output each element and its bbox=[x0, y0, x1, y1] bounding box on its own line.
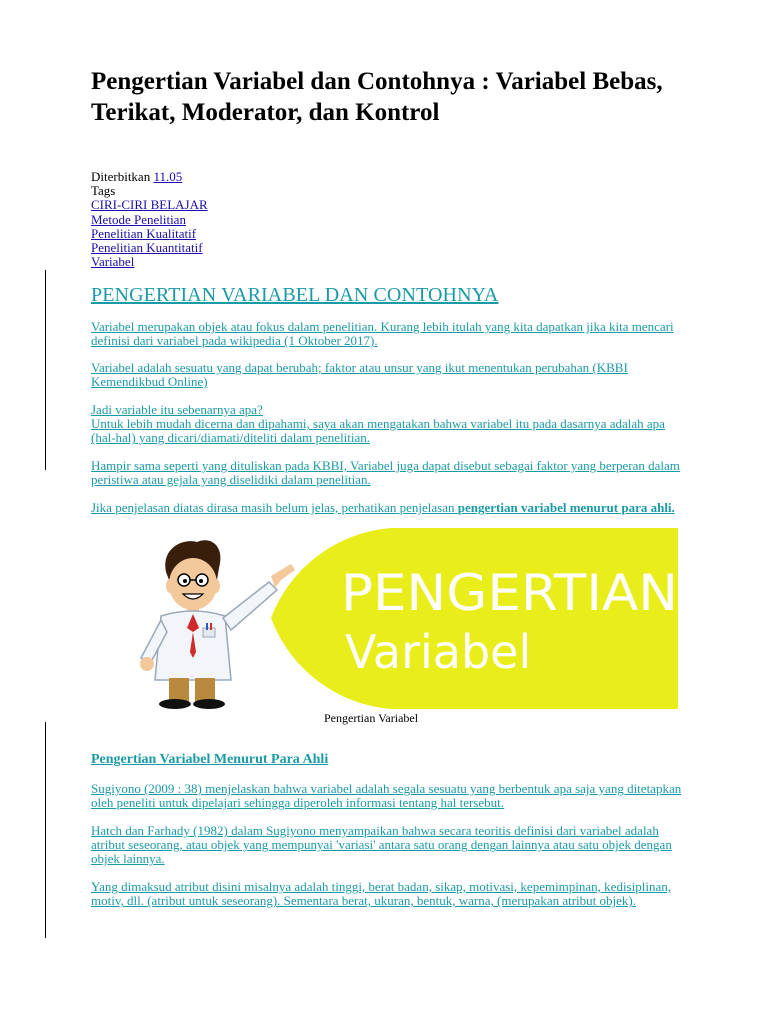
paragraph-1[interactable]: Variabel merupakan objek atau fokus dalam penelitian. Kurang lebih itulah yang kita dapatkan jika kita mencari definisi dari variabel pada wikipedia (1 Oktober 2017). bbox=[91, 319, 674, 349]
article-title: Pengertian Variabel dan Contohnya : Variabel Bebas, Terikat, Moderator, dan Kontrol bbox=[91, 68, 663, 126]
tag-link-metode-penelitian[interactable]: Metode Penelitian bbox=[91, 211, 186, 227]
tag-link-ciri-ciri-belajar[interactable]: CIRI-CIRI BELAJAR bbox=[91, 197, 208, 213]
paragraph-4[interactable]: Hampir sama seperti yang dituliskan pada KBBI, Variabel juga dapat disebut sebagai faktor yang berperan dalam peristiwa atau gejala yang diselidiki dalam penelitian. bbox=[91, 458, 680, 488]
banner-text-line-1: PENGERTIAN bbox=[341, 564, 678, 622]
tags-label: Tags bbox=[91, 183, 116, 199]
left-margin-rule-bottom bbox=[45, 722, 46, 938]
left-margin-rule-top bbox=[45, 270, 46, 470]
subheading-para-ahli[interactable]: Pengertian Variabel Menurut Para Ahli bbox=[91, 752, 329, 767]
image-caption: Pengertian Variabel bbox=[324, 711, 419, 725]
paragraph-6[interactable]: Sugiyono (2009 : 38) menjelaskan bahwa variabel adalah segala sesuatu yang berbentuk apa saja yang ditetapkan oleh peneliti untuk dipelajari sehingga diperoleh informasi tentang hal tersebut. bbox=[91, 781, 682, 811]
paragraph-5-text: Jika penjelasan diatas dirasa masih belum jelas, perhatikan penjelasan bbox=[91, 500, 458, 515]
paragraph-3[interactable] bbox=[91, 403, 691, 446]
tag-link-penelitian-kualitatif[interactable]: Penelitian Kualitatif bbox=[91, 225, 197, 241]
paragraph-7[interactable]: Hatch dan Farhady (1982) dalam Sugiyono menyampaikan bahwa secara teoritis definisi dari variabel adalah atribut seseorang, atau objek yang mempunyai 'variasi' antara satu orang dengan lainnya atau satu objek dengan objek lainnya. bbox=[91, 823, 672, 867]
teacher-illustration bbox=[140, 540, 295, 709]
paragraph-3-line-2: Untuk lebih mudah dicerna dan dipahami, saya akan mengatakan bahwa variabel itu pada dasarnya adalah apa (hal-hal) yang dicari/diamati/diteliti dalam penelitian. bbox=[91, 416, 665, 446]
tag-link-variabel[interactable]: Variabel bbox=[91, 254, 135, 270]
paragraph-5[interactable] bbox=[91, 501, 691, 515]
paragraph-5-bold-link[interactable]: pengertian variabel menurut para ahli. bbox=[457, 500, 675, 515]
paragraph-3-line-1: Jadi variable itu sebenarnya apa? bbox=[91, 402, 263, 417]
paragraph-2[interactable]: Variabel adalah sesuatu yang dapat berubah; faktor atau unsur yang ikut menentukan perubahan (KBBI Kemendikbud Online) bbox=[91, 360, 628, 390]
published-time-link[interactable]: 11.05 bbox=[153, 169, 183, 184]
article-meta bbox=[91, 170, 208, 269]
tag-link-penelitian-kuantitatif[interactable]: Penelitian Kuantitatif bbox=[91, 240, 203, 256]
paragraph-8[interactable]: Yang dimaksud atribut disini misalnya adalah tinggi, berat badan, sikap, motivasi, kepemimpinan, kedisiplinan, motiv, dll. (atribut untuk seseorang). Sementara berat, ukuran, bentuk, warna, (merupakan atribut objek). bbox=[91, 879, 671, 909]
published-label: Diterbitkan bbox=[91, 169, 151, 184]
pengertian-variabel-image bbox=[91, 528, 678, 709]
section-heading[interactable]: PENGERTIAN VARIABEL DAN CONTOHNYA bbox=[91, 284, 499, 306]
banner-text-line-2: Variabel bbox=[345, 625, 532, 679]
